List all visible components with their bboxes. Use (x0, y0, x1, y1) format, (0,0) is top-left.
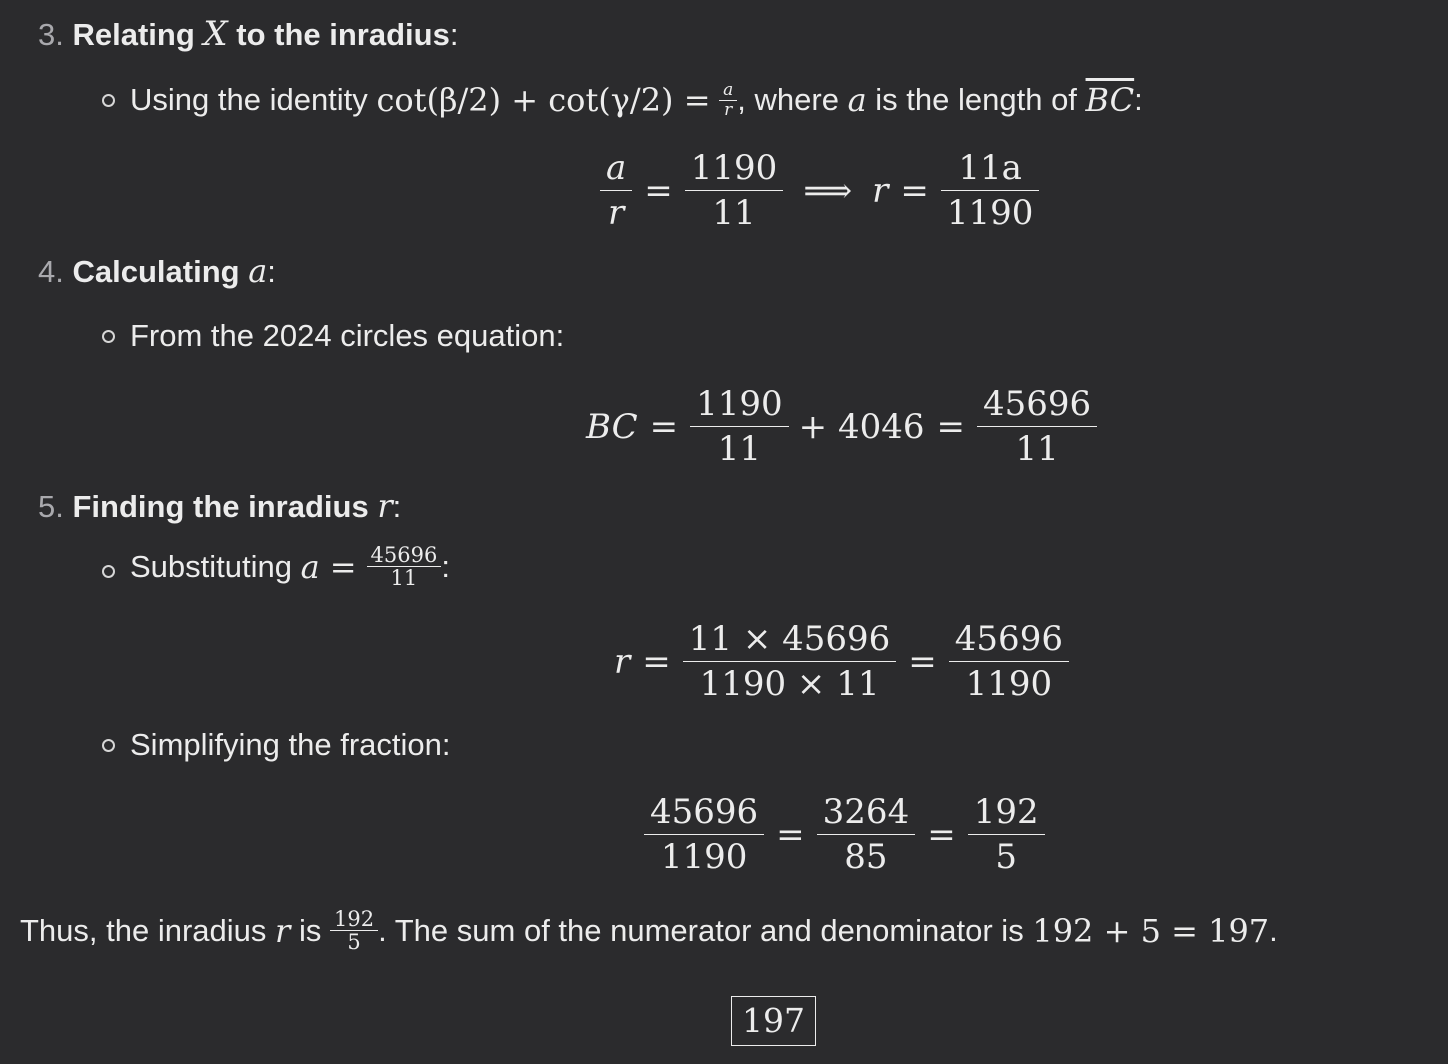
equals-sign: = (936, 406, 965, 447)
bullet-text-middle: , where (737, 82, 839, 117)
fraction-45696-1190 (949, 617, 1069, 706)
fraction-denominator: 1190 × 11 (699, 664, 880, 704)
step-number: 3. (38, 17, 64, 52)
fraction-numerator: 192 (333, 907, 375, 931)
step-3-heading: 3. Relating X to the inradius: (38, 14, 459, 54)
equation-lhs-bc: BC (586, 406, 638, 447)
bullet-marker (102, 739, 115, 752)
conclusion-is: is (298, 912, 322, 948)
bullet-marker (102, 330, 115, 343)
implies-arrow: ⟹ (803, 170, 853, 211)
step-title-before: Calculating (72, 254, 240, 289)
equation-simplified-fraction (644, 790, 1045, 879)
inline-fraction-192-5 (330, 908, 378, 953)
equation-var-r: r (614, 641, 631, 682)
fraction-numerator: a (606, 148, 627, 188)
fraction-numerator: 192 (973, 792, 1039, 832)
fraction-numerator: 45696 (370, 543, 438, 567)
step-4-bullet: From the 2024 circles equation: (130, 318, 565, 353)
equals-sign: = (644, 170, 673, 211)
fraction-denominator: 11 (717, 429, 762, 469)
inline-fraction-45696-11 (367, 544, 442, 589)
fraction-denominator: r (724, 99, 733, 120)
conclusion-var: r (275, 911, 291, 950)
bullet-marker (102, 565, 115, 578)
fraction-45696-11 (977, 382, 1097, 471)
equation-bc (586, 382, 1097, 471)
fraction-denominator: r (608, 193, 625, 233)
fraction-denominator: 1190 (946, 193, 1034, 233)
fraction-45696-1190 (644, 790, 764, 879)
fraction-numerator: 1190 (690, 148, 778, 188)
bullet-text: Substituting (130, 548, 292, 584)
fraction-numerator: 1190 (696, 384, 783, 424)
step-title-after: to the inradius (236, 17, 450, 52)
equals-sign: = (900, 170, 929, 211)
bullet-marker (102, 94, 115, 107)
final-answer-box: 197 (731, 996, 816, 1046)
equation-a-over-r (600, 146, 1039, 235)
fraction-numerator: 45696 (983, 384, 1092, 424)
fraction-numerator: 45696 (650, 792, 759, 832)
bullet-var: a (847, 81, 867, 119)
equals-sign: = (649, 406, 679, 447)
conclusion-text-after: . The sum of the numerator and denominator is (378, 912, 1024, 948)
step-3-bullet: Using the identity cot(β/2) + cot(γ/2) = $\frac{a}{r}$ , where a is the length of $\overline{BC}$ : (130, 79, 1143, 120)
step-number: 4. (38, 254, 64, 289)
step-title-var: X (203, 14, 228, 54)
step-title-var: a (248, 252, 268, 290)
step-5-bullet-substituting: Substituting a = $\frac{45696}{11}$ : (130, 543, 450, 590)
fraction-1190-11 (685, 146, 784, 235)
inline-fraction-a-over-r (719, 81, 737, 120)
equals-sign: = (329, 547, 357, 586)
fraction-denominator: 5 (995, 837, 1017, 877)
bullet-var: a (300, 547, 320, 586)
conclusion-sum-expression: 192 + 5 = 197 (1032, 911, 1270, 950)
segment-bc: $\overline{BC}$ (1085, 81, 1135, 119)
plus-term: + 4046 (798, 406, 925, 447)
bullet-text-after: is the length of (875, 82, 1077, 117)
equals-sign: = (908, 641, 937, 682)
equation-var-r: r (872, 170, 889, 211)
fraction-numerator: 11 × 45696 (688, 619, 891, 659)
fraction-numerator: a (723, 79, 734, 100)
fraction-denominator: 1190 (965, 664, 1053, 704)
fraction-3264-85 (817, 790, 916, 879)
fraction-192-5 (968, 790, 1045, 879)
step-number: 5. (38, 489, 64, 524)
fraction-numerator: 3264 (822, 792, 910, 832)
fraction-denominator: 5 (347, 930, 361, 954)
step-5-heading: 5. Finding the inradius r: (38, 487, 402, 525)
fraction-denominator: 1190 (660, 837, 748, 877)
fraction-11a-1190 (941, 146, 1040, 235)
fraction-product (683, 617, 897, 706)
step-title-var: r (377, 487, 393, 525)
fraction-a-r (600, 146, 632, 235)
step-title-before: Finding the inradius (72, 489, 369, 524)
conclusion-paragraph (20, 908, 1278, 953)
equals-sign: = (776, 814, 805, 855)
fraction-1190-11 (690, 382, 789, 471)
conclusion-end: . (1269, 912, 1278, 948)
fraction-numerator: 45696 (954, 619, 1063, 659)
bullet-text-before: Using the identity (130, 82, 368, 117)
fraction-denominator: 11 (1015, 429, 1059, 469)
equals-sign: = (927, 814, 956, 855)
fraction-numerator: 11a (958, 148, 1022, 188)
step-5-bullet-simplifying: Simplifying the fraction: (130, 727, 451, 762)
fraction-denominator: 85 (844, 837, 888, 877)
identity-expression: cot(β/2) + cot(γ/2) = (376, 81, 711, 119)
step-title-before: Relating (72, 17, 195, 52)
step-4-heading: 4. Calculating a: (38, 252, 276, 290)
fraction-denominator: 11 (390, 566, 418, 590)
conclusion-text-before: Thus, the inradius (20, 912, 267, 948)
fraction-denominator: 11 (712, 193, 756, 233)
equals-sign: = (642, 641, 671, 682)
equation-r-substituted (614, 617, 1069, 706)
